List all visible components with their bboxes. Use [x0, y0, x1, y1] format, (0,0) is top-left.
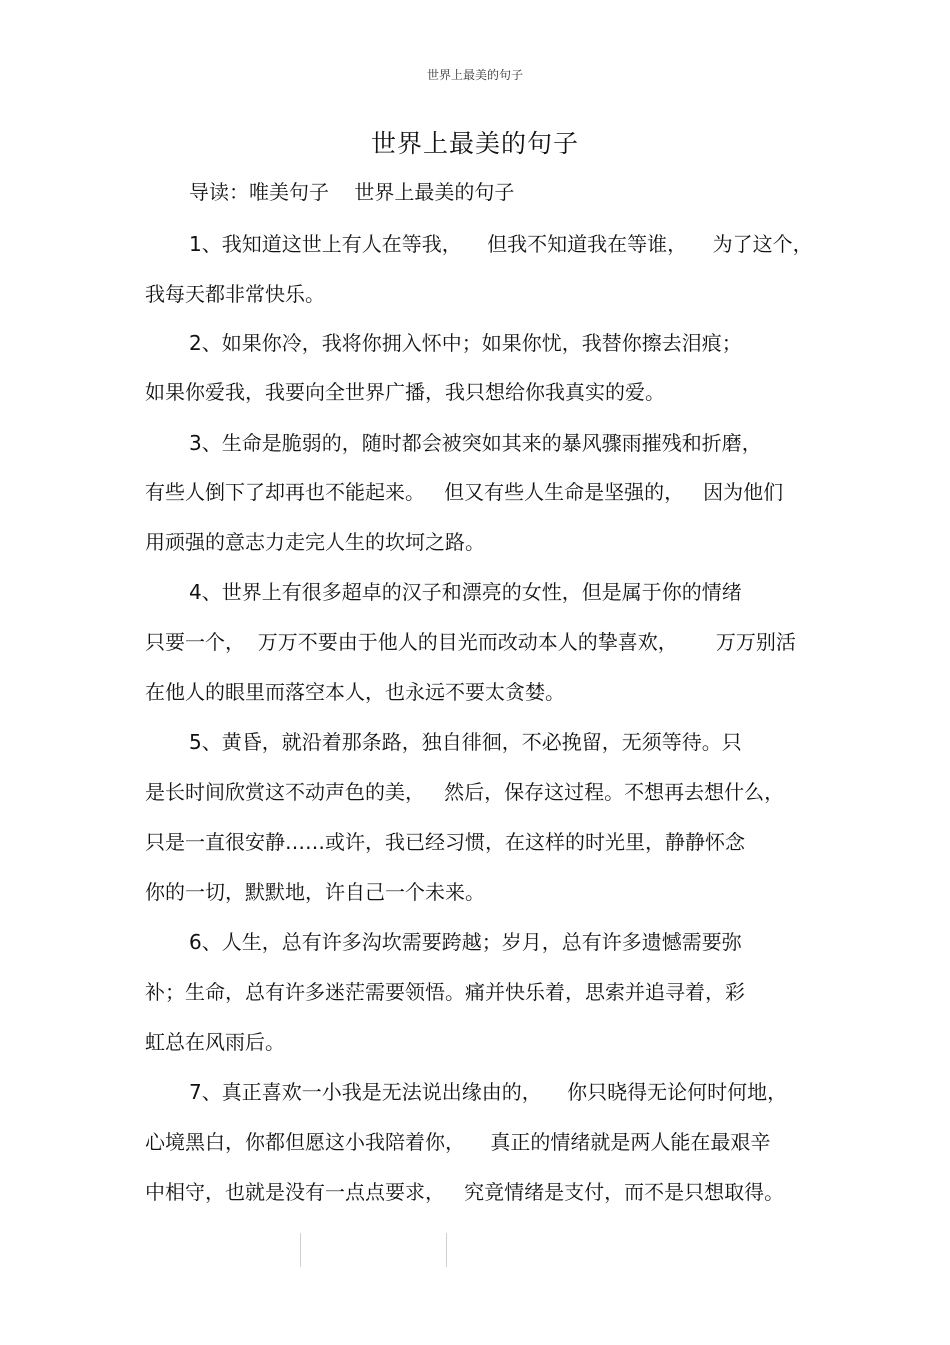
- divider-left: [300, 1233, 301, 1267]
- text-line: 用顽强的意志力走完人生的坎坷之路。: [145, 530, 485, 554]
- page-title: 世界上最美的句子: [370, 129, 579, 158]
- text-line: 我每天都非常快乐。: [145, 282, 325, 306]
- text-line: 在他人的眼里而落空本人，也永远不要太贪婪。: [145, 680, 565, 704]
- text-line: 中相守，也就是没有一点点要求， 究竟情绪是支付，而不是只想取得。: [145, 1180, 785, 1204]
- text-line: 3、生命是脆弱的，随时都会被突如其来的暴风骤雨摧残和折磨，: [189, 431, 762, 455]
- text-line: 6、人生，总有许多沟坎需要跨越；岁月，总有许多遗憾需要弥: [189, 930, 742, 954]
- intro-line: 导读：唯美句子 世界上最美的句子: [189, 180, 515, 204]
- text-line: 心境黑白，你都但愿这小我陪着你， 真正的情绪就是两人能在最艰辛: [145, 1130, 771, 1154]
- text-line: 1、我知道这世上有人在等我， 但我不知道我在等谁， 为了这个，: [189, 232, 813, 256]
- text-line: 有些人倒下了却再也不能起来。 但又有些人生命是坚强的， 因为他们: [145, 480, 784, 504]
- text-line: 是长时间欣赏这不动声色的美， 然后，保存这过程。不想再去想什么，: [145, 780, 785, 804]
- text-line: 5、黄昏，就沿着那条路，独自徘徊，不必挽留，无须等待。只: [189, 730, 742, 754]
- text-line: 只是一直很安静……或许，我已经习惯，在这样的时光里，静静怀念: [145, 830, 745, 854]
- divider-right: [446, 1233, 447, 1267]
- text-line: 虹总在风雨后。: [145, 1030, 285, 1054]
- text-line: 2、如果你冷，我将你拥入怀中；如果你忧，我替你擦去泪痕；: [189, 331, 742, 355]
- text-line: 你的一切，默默地，许自己一个未来。: [145, 880, 485, 904]
- text-line: 补；生命，总有许多迷茫需要领悟。痛并快乐着，思索并追寻着，彩: [145, 980, 745, 1004]
- text-line: 7、真正喜欢一小我是无法说出缘由的， 你只晓得无论何时何地，: [189, 1080, 788, 1104]
- page-header: 世界上最美的句子: [426, 68, 523, 82]
- text-line: 只要一个， 万万不要由于他人的目光而改动本人的挚喜欢， 万万别活: [145, 630, 796, 654]
- text-line: 4、世界上有很多超卓的汉子和漂亮的女性，但是属于你的情绪: [189, 580, 742, 604]
- text-line: 如果你爱我，我要向全世界广播，我只想给你我真实的爱。: [145, 380, 665, 404]
